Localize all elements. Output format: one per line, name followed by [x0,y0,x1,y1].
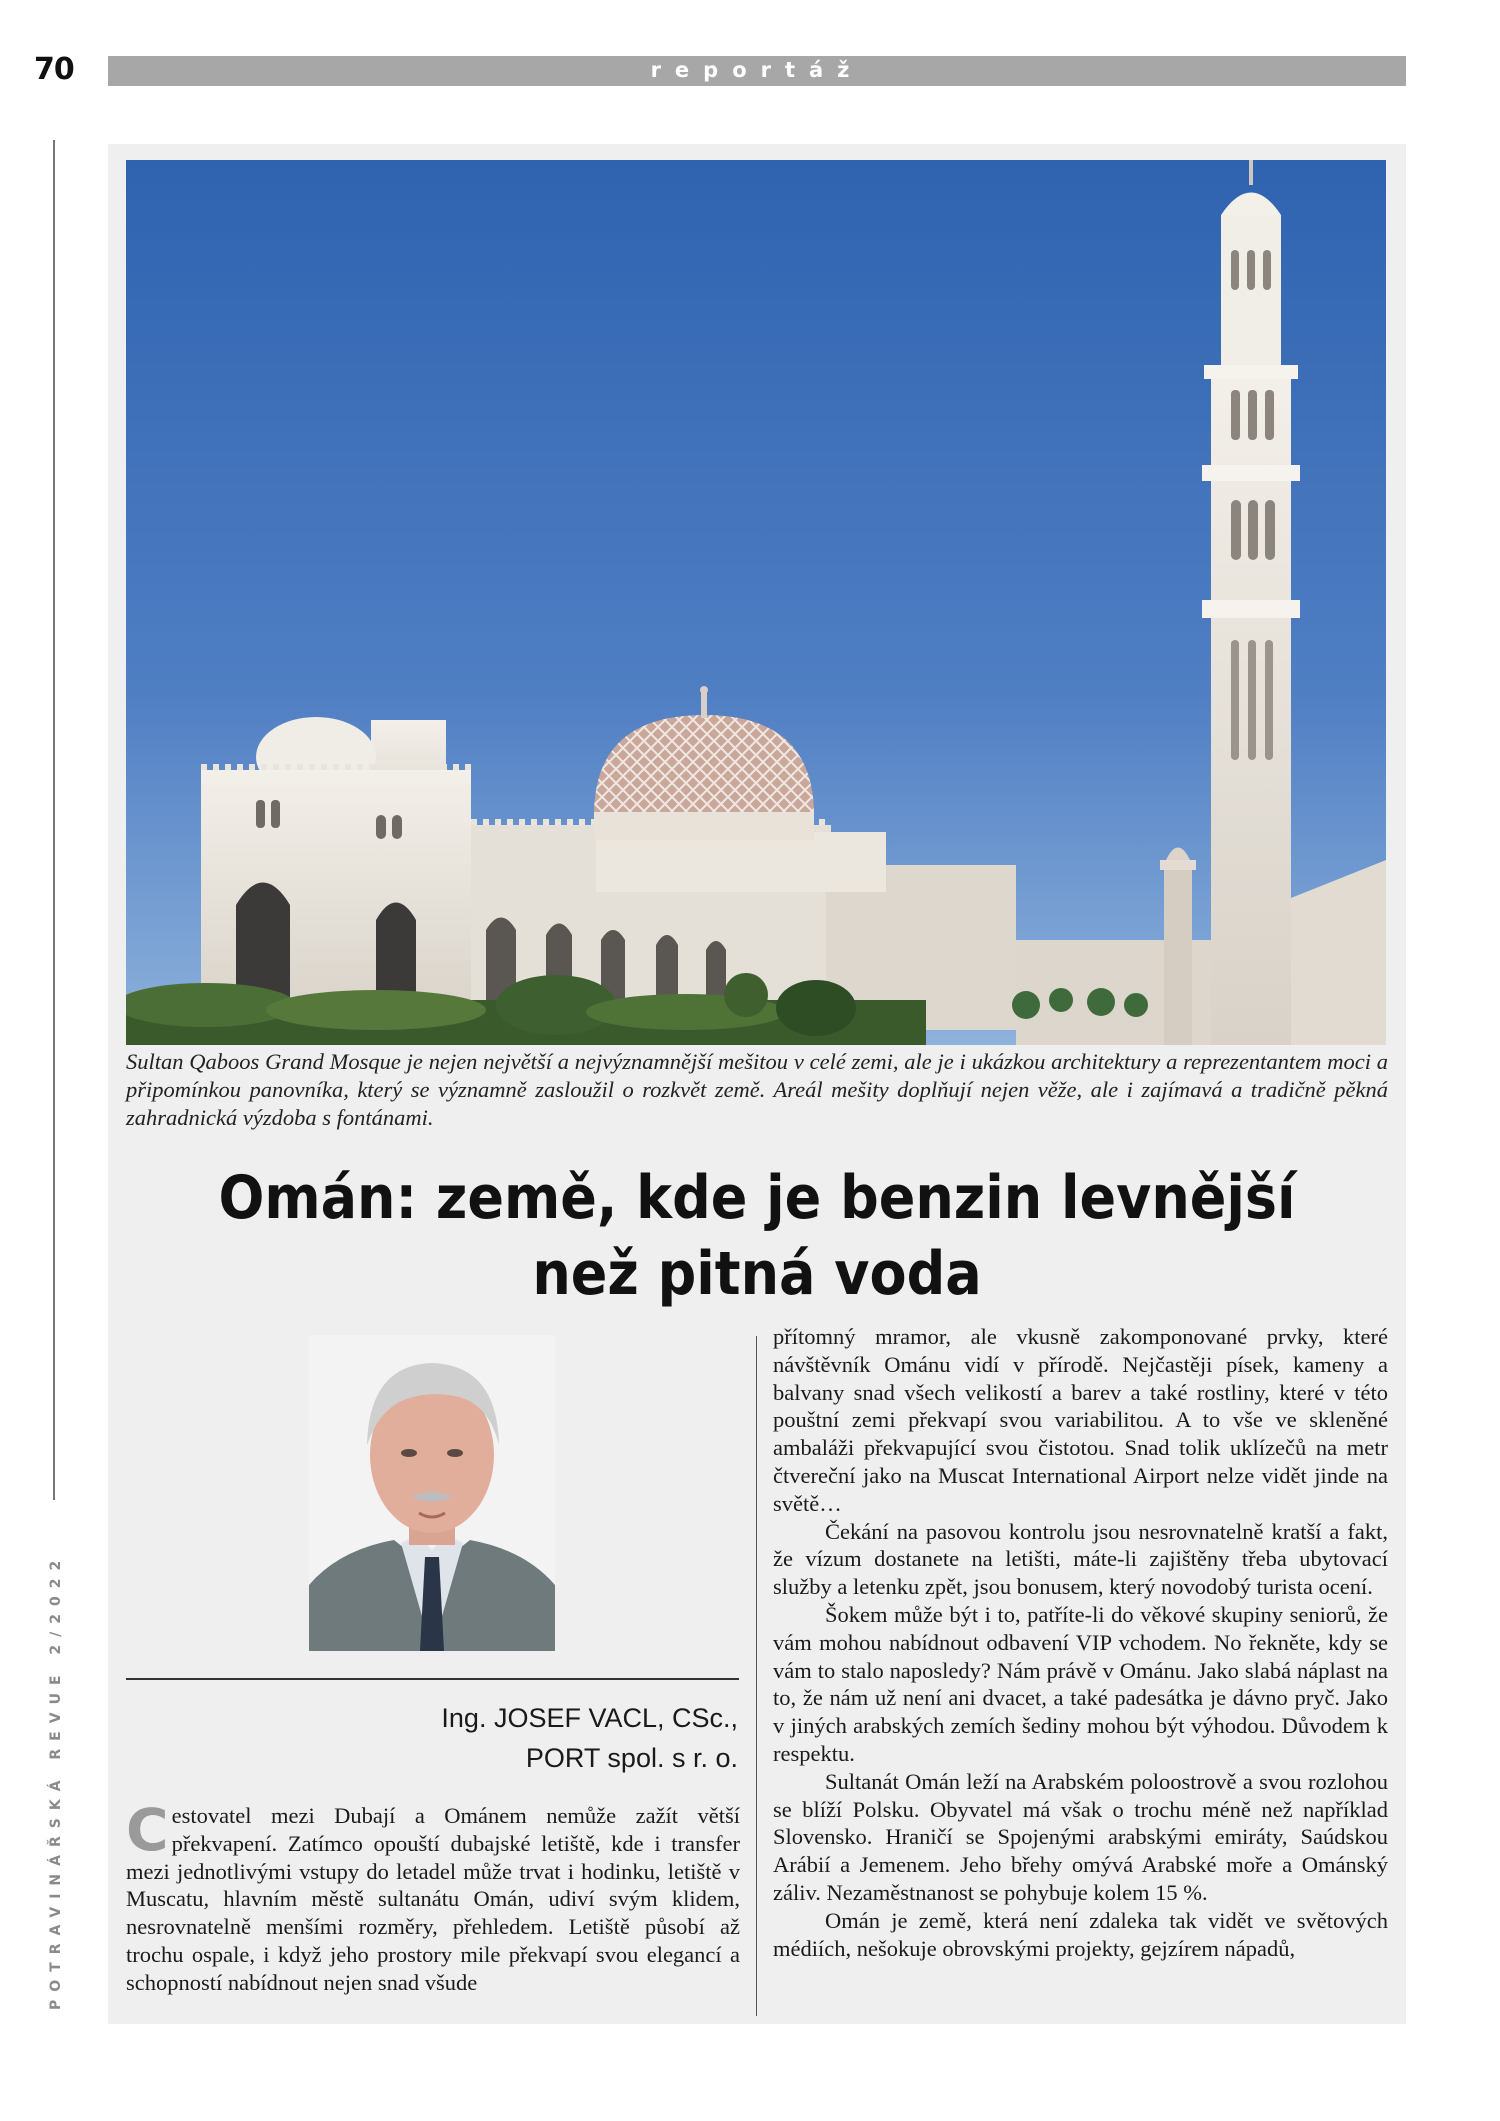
page-number: 70 [34,52,74,87]
intro-text: estovatel mezi Dubají a Ománem nemůže zažít větší překvapení. Zatímco opouští dubajské letiště, kde i transfer mezi jednotlivými vstupy do letadel může trvat i hodinku, letiště v Muscatu, hlavním městě sultanátu Omán, udiví svým klidem, nesrovnatelně menšími rozměry, přehledem. Letiště působí až trochu ospale, i když jeho prostory mile překvapí svou elegancí a schopností nabídnout nejen snad všude [126,1803,740,1995]
publication-name: POTRAVINÁŘSKÁ REVUE 2/2022 [48,1552,64,2010]
author-portrait [309,1335,555,1651]
article-paragraph: Šokem může být i to, patříte-li do věkové skupiny seniorů, že vám mohou nabídnout odbavení VIP vchodem. No řekněte, kdy se vám to stalo naposledy? Nám právě v Ománu. Jako slabá náplast na to, že nám už není ani dvacet, a také padesátka je dávno pryč. Jako v jiných arabských zemích šediny mohou být výhodou. Důvodem k respektu. [773,1601,1388,1766]
byline-divider [126,1678,739,1680]
article-column-right [773,1323,1388,1962]
article-headline [189,1160,1325,1312]
headline-line-2: než pitná voda [532,1239,982,1309]
column-divider [756,1336,757,2016]
section-label: reportáž [650,58,864,82]
drop-cap: C [126,1796,169,1864]
section-header-bar [108,56,1406,86]
author-company: PORT spol. s r. o. [525,1743,738,1773]
photo-caption: Sultan Qaboos Grand Mosque je nejen největší a nejvýznamnější mešitou v celé zemi, ale je i ukázkou architektury a reprezentantem moci a připomínkou panovníka, který se významně zasloužil o rozkvět země. Areál mešity doplňují nejen věže, ale i zajímavá a tradičně pěkná zahradnická výzdoba s fontánami. [126,1049,1388,1130]
article-paragraph: Čekání na pasovou kontrolu jsou nesrovnatelně kratší a fakt, že vízum dostanete na letišti, máte-li zajištěny třeba ubytovací služby a letenku zpět, jsou bonusem, který novodobý turista ocení. [773,1518,1388,1600]
article-paragraph: Omán je země, která není zdaleka tak vidět ve světových médiích, nešokuje obrovskými projekty, gejzírem nápadů, [773,1907,1388,1961]
small-minaret [1160,848,1196,1046]
author-byline [126,1698,738,1778]
sidebar-rule [53,140,55,1500]
article-intro-paragraph [126,1796,740,1997]
headline-line-1: Omán: země, kde je benzin levnější [218,1163,1296,1233]
article-column-left [126,1796,740,1997]
article-paragraph: Sultanát Omán leží na Arabském poloostrově a svou rozlohou se blíží Polsku. Obyvatel má však o trochu méně než například Slovensko. Hraničí se Spojenými arabskými emiráty, Saúdskou Arábií a Jemenem. Jeho břehy omývá Arabské moře a Ománský záliv. Nezaměstnanost se pohybuje kolem 15 %. [773,1768,1388,1905]
article-paragraph: přítomný mramor, ale vkusně zakomponované prvky, které návštěvník Ománu vidí v přírodě. Nejčastěji písek, kameny a balvany snad všech velikostí a barev a také rostliny, které v této pouštní zemi překvapí svou variabilitou. A to vše ve skleněné ambaláži překvapující svou čistotou. Snad tolik uklízečů na metr čtvereční jako na Muscat International Airport nelze vidět jinde na světě… [773,1324,1388,1516]
author-name: Ing. JOSEF VACL, CSc., [441,1703,738,1733]
mosque-photo [126,160,1386,1045]
